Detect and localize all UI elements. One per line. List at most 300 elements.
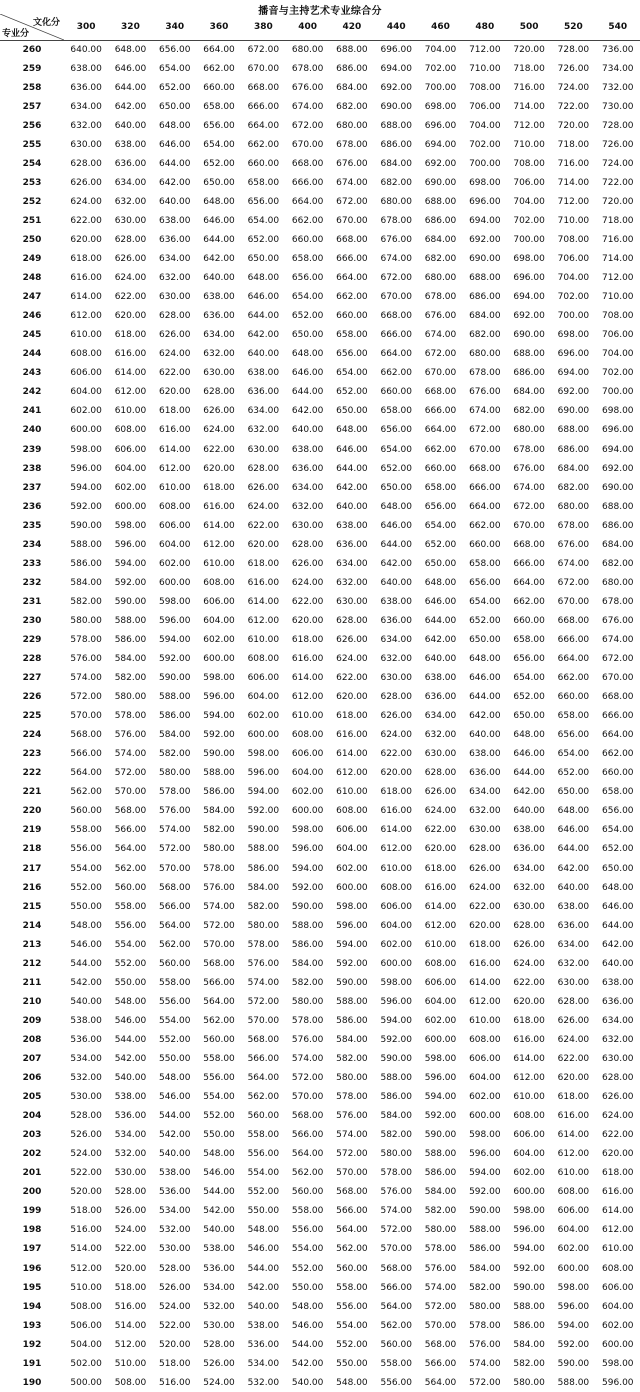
table-cell: 618.00 [247,558,280,569]
table-cell: 642.00 [114,101,147,112]
table-cell: 656.00 [513,654,545,665]
table-cell: 644.00 [424,615,457,626]
row-header: 215 [22,901,42,912]
table-cell: 656.00 [336,349,368,360]
table-cell: 728.00 [602,120,634,131]
table-cell: 612.00 [247,615,280,626]
table-cell: 556.00 [114,920,147,931]
table-cell: 642.00 [602,939,634,950]
table-cell: 580.00 [247,920,280,931]
table-cell: 528.00 [70,1111,102,1122]
table-cell: 552.00 [70,882,102,893]
table-cell: 716.00 [602,234,634,245]
column-header: 440 [374,14,418,40]
row-header: 224 [22,730,42,741]
table-row [0,1088,640,1107]
table-cell: 646.00 [247,292,280,303]
table-row [0,1240,640,1259]
table-cell: 624.00 [380,730,412,741]
table-cell: 578.00 [247,939,280,950]
table-cell: 632.00 [513,882,545,893]
row-header: 236 [22,501,42,512]
table-cell: 620.00 [70,234,102,245]
table-cell: 544.00 [247,1263,280,1274]
table-cell: 562.00 [158,939,191,950]
table-cell: 676.00 [380,234,412,245]
table-cell: 532.00 [70,1073,102,1084]
row-header: 192 [22,1339,42,1350]
table-cell: 570.00 [247,1015,280,1026]
table-cell: 660.00 [424,463,457,474]
table-cell: 680.00 [513,425,545,436]
table-cell: 672.00 [247,44,280,55]
table-cell: 642.00 [424,634,457,645]
table-cell: 664.00 [469,501,501,512]
table-cell: 588.00 [203,768,235,779]
table-cell: 570.00 [380,1244,412,1255]
table-cell: 718.00 [602,215,634,226]
table-cell: 562.00 [380,1320,412,1331]
row-header: 239 [22,444,42,455]
table-cell: 670.00 [336,215,368,226]
table-cell: 642.00 [203,254,235,265]
table-cell: 606.00 [70,368,102,379]
table-cell: 526.00 [114,1206,147,1217]
table-cell: 656.00 [557,730,590,741]
row-header: 226 [22,692,42,703]
table-cell: 636.00 [114,158,147,169]
table-cell: 654.00 [158,63,191,74]
table-cell: 726.00 [602,139,634,150]
table-cell: 524.00 [70,1149,102,1160]
table-cell: 602.00 [158,558,191,569]
table-cell: 516.00 [158,1377,191,1388]
row-header: 200 [22,1187,42,1198]
table-cell: 626.00 [424,787,457,798]
table-cell: 610.00 [203,558,235,569]
table-cell: 710.00 [469,63,501,74]
table-cell: 578.00 [424,1244,457,1255]
row-header: 202 [22,1149,42,1160]
table-row [0,1183,640,1202]
table-cell: 592.00 [513,1263,545,1274]
table-cell: 546.00 [291,1320,324,1331]
table-cell: 662.00 [380,368,412,379]
table-cell: 612.00 [513,1073,545,1084]
table-cell: 596.00 [424,1073,457,1084]
table-cell: 632.00 [602,1034,634,1045]
table-cell: 552.00 [291,1263,324,1274]
table-cell: 598.00 [469,1130,501,1141]
table-cell: 648.00 [602,882,634,893]
table-cell: 644.00 [513,768,545,779]
table-cell: 630.00 [557,977,590,988]
table-cell: 616.00 [602,1187,634,1198]
table-cell: 524.00 [114,1225,147,1236]
table-cell: 554.00 [336,1320,368,1331]
table-cell: 570.00 [70,711,102,722]
table-cell: 602.00 [602,1320,634,1331]
table-cell: 584.00 [380,1111,412,1122]
table-cell: 636.00 [380,615,412,626]
table-cell: 674.00 [424,330,457,341]
table-cell: 614.00 [380,825,412,836]
table-cell: 554.00 [291,1244,324,1255]
table-cell: 604.00 [380,920,412,931]
table-cell: 558.00 [203,1054,235,1064]
table-cell: 624.00 [70,196,102,207]
table-cell: 586.00 [247,863,280,874]
table-cell: 676.00 [513,463,545,474]
table-cell: 590.00 [513,1282,545,1293]
table-cell: 648.00 [247,273,280,284]
table-cell: 608.00 [557,1187,590,1198]
table-row [0,1297,640,1316]
table-cell: 658.00 [380,406,412,417]
table-cell: 576.00 [70,654,102,665]
table-cell: 576.00 [114,730,147,741]
table-row [0,1164,640,1183]
table-cell: 646.00 [513,749,545,760]
table-cell: 614.00 [70,292,102,303]
table-cell: 608.00 [203,577,235,588]
table-cell: 526.00 [158,1282,191,1293]
row-header: 222 [22,768,42,779]
table-cell: 666.00 [557,634,590,645]
table-row [0,1011,640,1030]
table-cell: 582.00 [114,673,147,684]
table-cell: 606.00 [469,1054,501,1064]
table-cell: 630.00 [247,444,280,455]
table-cell: 692.00 [513,311,545,322]
table-cell: 522.00 [70,1168,102,1179]
table-cell: 582.00 [247,901,280,912]
table-cell: 640.00 [380,577,412,588]
table-cell: 670.00 [557,596,590,607]
table-cell: 666.00 [424,406,457,417]
table-cell: 672.00 [513,501,545,512]
table-cell: 556.00 [247,1149,280,1160]
table-cell: 620.00 [247,539,280,550]
table-cell: 636.00 [203,311,235,322]
table-cell: 690.00 [602,482,634,493]
table-cell: 616.00 [513,1034,545,1045]
table-cell: 572.00 [380,1225,412,1236]
table-cell: 720.00 [557,120,590,131]
table-cell: 638.00 [469,749,501,760]
row-header: 237 [22,482,42,493]
row-header: 221 [22,787,42,798]
table-cell: 500.00 [70,1377,102,1388]
table-cell: 572.00 [114,768,147,779]
table-cell: 648.00 [424,577,457,588]
table-cell: 558.00 [70,825,102,836]
table-cell: 606.00 [380,901,412,912]
table-cell: 570.00 [203,939,235,950]
table-cell: 638.00 [513,825,545,836]
table-cell: 652.00 [557,768,590,779]
table-cell: 532.00 [247,1377,280,1388]
table-cell: 518.00 [114,1282,147,1293]
table-cell: 608.00 [380,882,412,893]
table-cell: 608.00 [602,1263,634,1274]
table-cell: 612.00 [469,996,501,1007]
row-header: 214 [22,920,42,931]
table-cell: 714.00 [513,101,545,112]
table-cell: 684.00 [513,387,545,398]
table-cell: 656.00 [424,501,457,512]
table-cell: 600.00 [557,1263,590,1274]
table-cell: 580.00 [336,1073,368,1084]
table-cell: 588.00 [336,996,368,1007]
table-cell: 550.00 [203,1130,235,1141]
table-cell: 582.00 [380,1130,412,1141]
table-cell: 590.00 [557,1358,590,1369]
table-cell: 628.00 [513,920,545,931]
table-cell: 592.00 [114,577,147,588]
table-cell: 582.00 [469,1282,501,1293]
table-cell: 724.00 [602,158,634,169]
table-cell: 708.00 [513,158,545,169]
table-cell: 612.00 [158,463,191,474]
table-cell: 626.00 [336,634,368,645]
table-cell: 572.00 [247,996,280,1007]
table-cell: 656.00 [602,806,634,817]
table-cell: 620.00 [158,387,191,398]
column-header: 360 [197,14,241,40]
table-cell: 668.00 [557,615,590,626]
table-cell: 644.00 [602,920,634,931]
table-cell: 560.00 [114,882,147,893]
table-cell: 594.00 [114,558,147,569]
table-cell: 634.00 [469,787,501,798]
table-cell: 650.00 [513,711,545,722]
table-cell: 606.00 [336,825,368,836]
table-row [0,288,640,307]
table-cell: 672.00 [557,577,590,588]
table-cell: 670.00 [602,673,634,684]
table-cell: 688.00 [380,120,412,131]
table-row [0,1221,640,1240]
table-cell: 542.00 [70,977,102,988]
table-cell: 596.00 [291,844,324,855]
row-header: 216 [22,882,42,893]
table-cell: 618.00 [203,482,235,493]
table-cell: 584.00 [158,730,191,741]
table-cell: 674.00 [602,634,634,645]
table-cell: 702.00 [602,368,634,379]
table-cell: 648.00 [336,425,368,436]
table-cell: 640.00 [557,882,590,893]
table-cell: 562.00 [336,1244,368,1255]
table-cell: 564.00 [203,996,235,1007]
table-cell: 626.00 [291,558,324,569]
table-row [0,669,640,688]
table-cell: 652.00 [203,158,235,169]
table-cell: 614.00 [336,749,368,760]
table-cell: 616.00 [557,1111,590,1122]
table-cell: 682.00 [557,482,590,493]
table-cell: 578.00 [380,1168,412,1179]
table-cell: 612.00 [557,1149,590,1160]
table-cell: 696.00 [602,425,634,436]
table-cell: 590.00 [424,1130,457,1141]
table-cell: 610.00 [114,406,147,417]
table-cell: 528.00 [114,1187,147,1198]
row-header: 228 [22,654,42,665]
table-cell: 616.00 [247,577,280,588]
table-cell: 590.00 [469,1206,501,1217]
table-row [0,516,640,535]
table-cell: 614.00 [203,520,235,531]
table-cell: 638.00 [70,63,102,74]
table-cell: 666.00 [602,711,634,722]
table-cell: 576.00 [158,806,191,817]
table-cell: 688.00 [469,273,501,284]
table-cell: 670.00 [513,520,545,531]
table-cell: 618.00 [513,1015,545,1026]
table-cell: 614.00 [424,901,457,912]
table-cell: 596.00 [114,539,147,550]
table-cell: 530.00 [70,1092,102,1103]
table-cell: 562.00 [247,1092,280,1103]
table-cell: 606.00 [602,1282,634,1293]
table-cell: 582.00 [513,1358,545,1369]
table-cell: 562.00 [70,787,102,798]
table-cell: 654.00 [247,215,280,226]
table-row [0,802,640,821]
table-cell: 704.00 [602,349,634,360]
row-header: 196 [22,1263,42,1274]
table-cell: 692.00 [380,82,412,93]
table-cell: 624.00 [247,501,280,512]
table-cell: 564.00 [291,1149,324,1160]
table-cell: 636.00 [336,539,368,550]
table-cell: 532.00 [158,1225,191,1236]
table-cell: 662.00 [336,292,368,303]
table-cell: 594.00 [380,1015,412,1026]
table-cell: 586.00 [336,1015,368,1026]
table-cell: 586.00 [114,634,147,645]
table-row [0,707,640,726]
table-cell: 550.00 [336,1358,368,1369]
table-cell: 636.00 [291,463,324,474]
table-cell: 620.00 [114,311,147,322]
table-cell: 596.00 [247,768,280,779]
table-cell: 636.00 [424,692,457,703]
table-row [0,726,640,745]
table-row [0,326,640,345]
table-cell: 692.00 [602,463,634,474]
table-cell: 620.00 [291,615,324,626]
table-cell: 558.00 [114,901,147,912]
table-cell: 604.00 [291,768,324,779]
table-cell: 550.00 [158,1054,191,1064]
table-cell: 532.00 [203,1301,235,1312]
table-cell: 600.00 [424,1034,457,1045]
table-cell: 672.00 [602,654,634,665]
table-cell: 622.00 [513,977,545,988]
table-cell: 696.00 [513,273,545,284]
table-cell: 544.00 [114,1034,147,1045]
table-cell: 650.00 [380,482,412,493]
table-row [0,421,640,440]
table-cell: 600.00 [336,882,368,893]
table-cell: 682.00 [336,101,368,112]
table-cell: 606.00 [158,520,191,531]
table-cell: 576.00 [424,1263,457,1274]
table-cell: 720.00 [513,44,545,55]
table-cell: 548.00 [114,996,147,1007]
table-row [0,440,640,459]
table-cell: 682.00 [513,406,545,417]
table-cell: 632.00 [557,958,590,969]
table-cell: 590.00 [380,1054,412,1064]
table-cell: 574.00 [380,1206,412,1217]
table-cell: 530.00 [203,1320,235,1331]
table-cell: 640.00 [247,349,280,360]
table-cell: 580.00 [114,692,147,703]
table-cell: 566.00 [247,1054,280,1064]
table-cell: 672.00 [336,196,368,207]
table-cell: 536.00 [203,1263,235,1274]
row-header: 255 [22,139,42,150]
table-cell: 600.00 [203,654,235,665]
table-cell: 682.00 [380,177,412,188]
table-row [0,1030,640,1049]
table-cell: 566.00 [203,977,235,988]
table-cell: 644.00 [247,311,280,322]
table-row [0,1069,640,1088]
table-cell: 580.00 [70,615,102,626]
table-cell: 704.00 [424,44,457,55]
table-cell: 598.00 [602,1358,634,1369]
table-cell: 562.00 [114,863,147,874]
table-cell: 556.00 [380,1377,412,1388]
table-cell: 592.00 [469,1187,501,1198]
table-cell: 630.00 [203,368,235,379]
table-cell: 646.00 [469,673,501,684]
table-cell: 516.00 [70,1225,102,1236]
table-cell: 722.00 [557,101,590,112]
table-cell: 560.00 [158,958,191,969]
table-cell: 610.00 [380,863,412,874]
table-cell: 558.00 [336,1282,368,1293]
table-cell: 622.00 [336,673,368,684]
table-cell: 600.00 [602,1339,634,1350]
table-title: 播音与主持艺术专业综合分 [258,6,382,17]
table-cell: 544.00 [203,1187,235,1198]
table-cell: 686.00 [602,520,634,531]
table-cell: 706.00 [602,330,634,341]
table-cell: 652.00 [247,234,280,245]
table-cell: 574.00 [158,825,191,836]
table-cell: 578.00 [203,863,235,874]
table-cell: 538.00 [203,1244,235,1255]
table-cell: 686.00 [424,215,457,226]
table-cell: 646.00 [380,520,412,531]
table-cell: 598.00 [557,1282,590,1293]
table-cell: 596.00 [70,463,102,474]
table-cell: 624.00 [602,1111,634,1122]
table-cell: 568.00 [70,730,102,741]
table-cell: 696.00 [557,349,590,360]
table-cell: 608.00 [424,958,457,969]
table-cell: 654.00 [469,596,501,607]
table-cell: 688.00 [424,196,457,207]
table-cell: 628.00 [203,387,235,398]
table-cell: 616.00 [291,654,324,665]
